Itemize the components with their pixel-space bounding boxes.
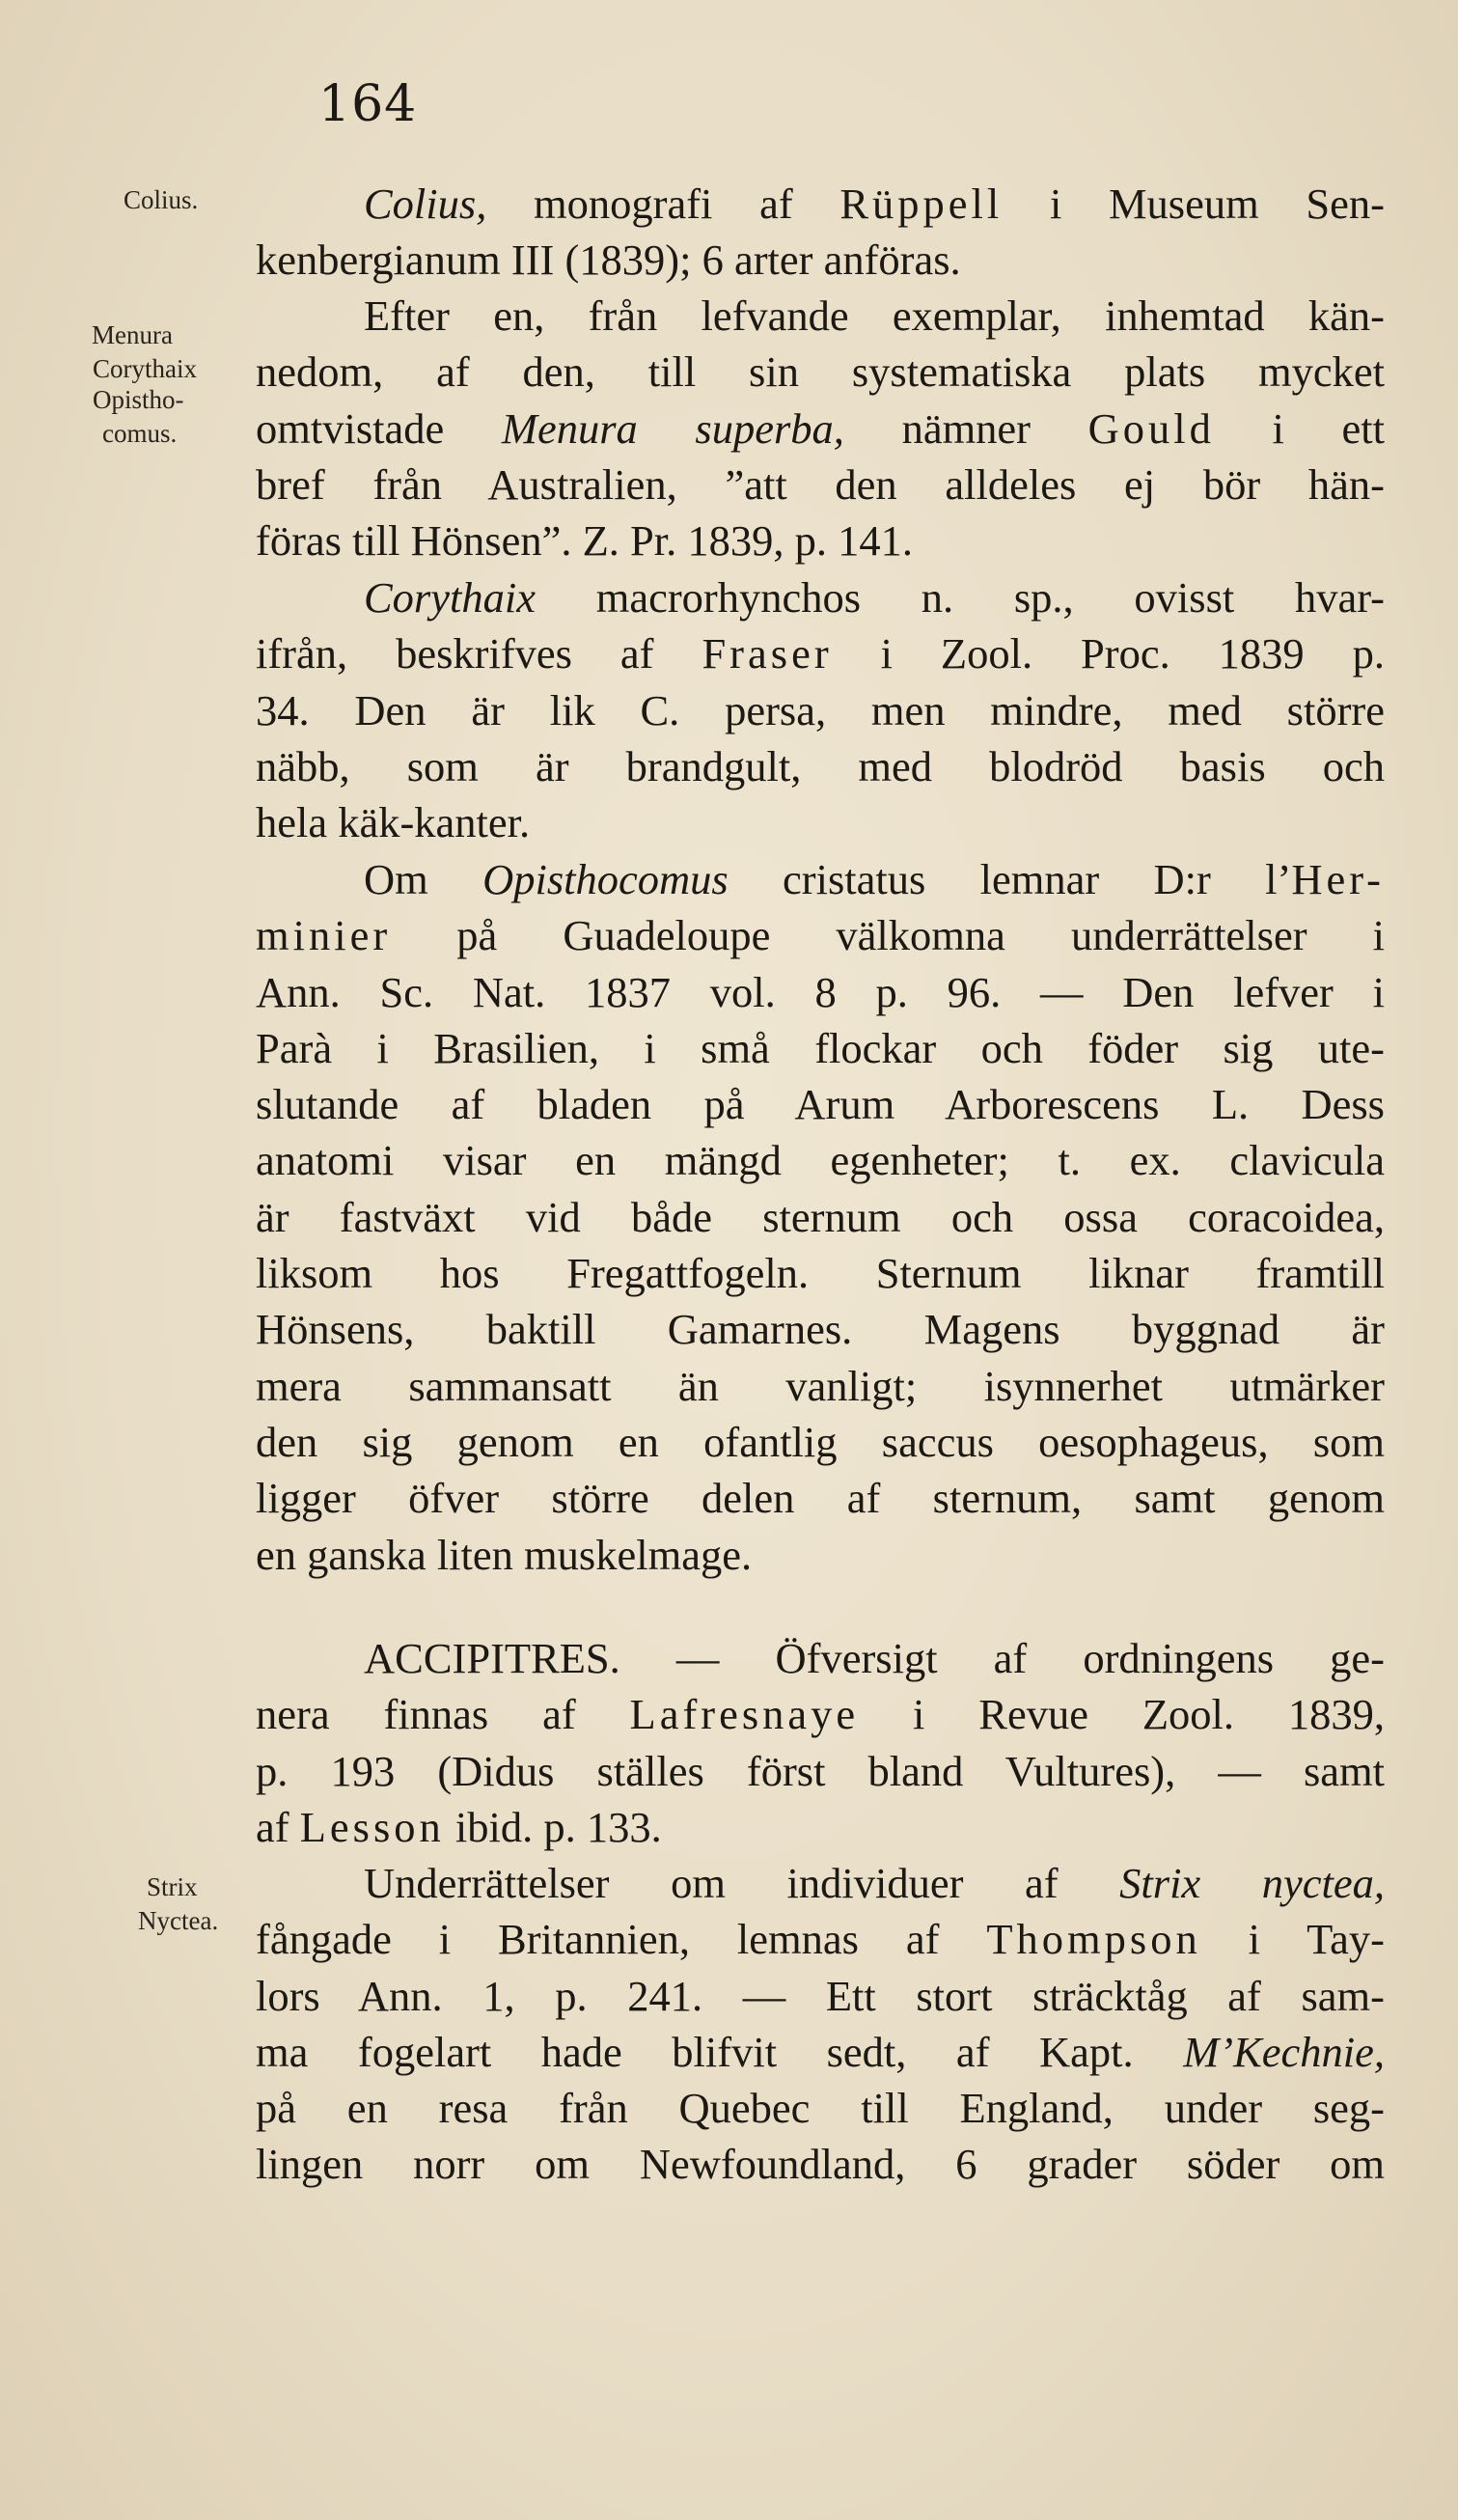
page-number: 164	[318, 75, 418, 133]
text-line: ma fogelart hade blifvit sedt, af Kapt. M’Kechnie,	[256, 2027, 1385, 2076]
margin-note-menura: Menura	[92, 320, 173, 349]
margin-note-strix: Strix	[147, 1872, 198, 1901]
text-line: Ann. Sc. Nat. 1837 vol. 8 p. 96. — Den lefver i	[256, 967, 1385, 1016]
margin-note-nyctea: Nyctea.	[138, 1906, 219, 1935]
text-line: är fastväxt vid både sternum och ossa coracoidea,	[256, 1192, 1385, 1241]
text-line: den sig genom en ofantlig saccus oesophageus, som	[256, 1417, 1385, 1466]
margin-note-corythaix-opistho: Corythaix Opistho-	[93, 354, 197, 414]
text-line: slutande af bladen på Arum Arborescens L. Dess	[256, 1080, 1385, 1129]
text-line: näbb, som är brandgult, med blodröd basis och	[256, 741, 1385, 790]
margin-note-colius: Colius.	[124, 185, 199, 214]
paragraph-corythaix	[256, 569, 1385, 850]
text-line: Corythaix macrorhynchos n. sp., ovisst hvar-	[364, 573, 1385, 622]
paragraph-accipitres	[256, 1630, 1385, 1855]
text-line: fångade i Britannien, lemnas af Thompson i Tay-	[256, 1915, 1385, 1964]
paragraph-menura	[256, 288, 1385, 568]
text-line: anatomi visar en mängd egenheter; t. ex. clavicula	[256, 1136, 1385, 1185]
text-line: p. 193 (Didus ställes först bland Vultures), — samt	[256, 1746, 1385, 1795]
text-line: 34. Den är lik C. persa, men mindre, med större	[256, 685, 1385, 734]
text-line: en ganska liten muskelmage.	[256, 1530, 753, 1579]
paragraph-colius	[256, 176, 1385, 289]
text-line: Colius, monografi af Rüppell i Museum Sen-	[364, 180, 1385, 228]
text-line: Hönsens, baktill Gamarnes. Magens byggnad är	[256, 1305, 1385, 1354]
text-line: omtvistade Menura superba, nämner Gould i ett	[256, 403, 1385, 453]
text-line: ACCIPITRES. — Öfversigt af ordningens ge-	[364, 1634, 1385, 1682]
text-line: minier på Guadeloupe välkomna underrättelser i	[256, 911, 1385, 960]
text-line: nera finnas af Lafresnaye i Revue Zool. 1839,	[256, 1690, 1385, 1739]
paragraph-opisthocomus	[256, 851, 1385, 1583]
text-line: lingen norr om Newfoundland, 6 grader söder om	[256, 2140, 1385, 2189]
text-line: ligger öfver större delen af sternum, samt genom	[256, 1474, 1385, 1523]
text-line: liksom hos Fregattfogeln. Sternum liknar framtill	[256, 1249, 1385, 1298]
paragraph-strix	[256, 1855, 1385, 2193]
text-line: af Lesson ibid. p. 133.	[256, 1802, 662, 1851]
text-line: hela käk-kanter.	[256, 798, 531, 847]
text-line: Om Opisthocomus cristatus lemnar D:r l’Her-	[364, 855, 1385, 903]
text-line: Underrättelser om individuer af Strix nyctea,	[364, 1859, 1385, 1907]
text-line: på en resa från Quebec till England, under seg-	[256, 2084, 1385, 2133]
text-line: föras till Hönsen”. Z. Pr. 1839, p. 141.	[256, 516, 914, 566]
text-line: ifrån, beskrifves af Fraser i Zool. Proc. 1839 p.	[256, 629, 1385, 678]
text-line: bref från Australien, ”att den alldeles ej bör hän-	[256, 459, 1385, 509]
text-line: kenbergianum III (1839); 6 arter anföras.	[256, 235, 961, 285]
text-line: nedom, af den, till sin systematiska plats mycket	[256, 347, 1385, 397]
margin-note-comus: comus.	[102, 419, 178, 448]
text-line: mera sammansatt än vanligt; isynnerhet utmärker	[256, 1361, 1385, 1410]
text-line: Efter en, från lefvande exemplar, inhemtad kän-	[364, 291, 1385, 340]
text-line: lors Ann. 1, p. 241. — Ett stort sträcktåg af sam-	[256, 1971, 1385, 2020]
text-line: Parà i Brasilien, i små flockar och föder sig ute-	[256, 1023, 1385, 1072]
